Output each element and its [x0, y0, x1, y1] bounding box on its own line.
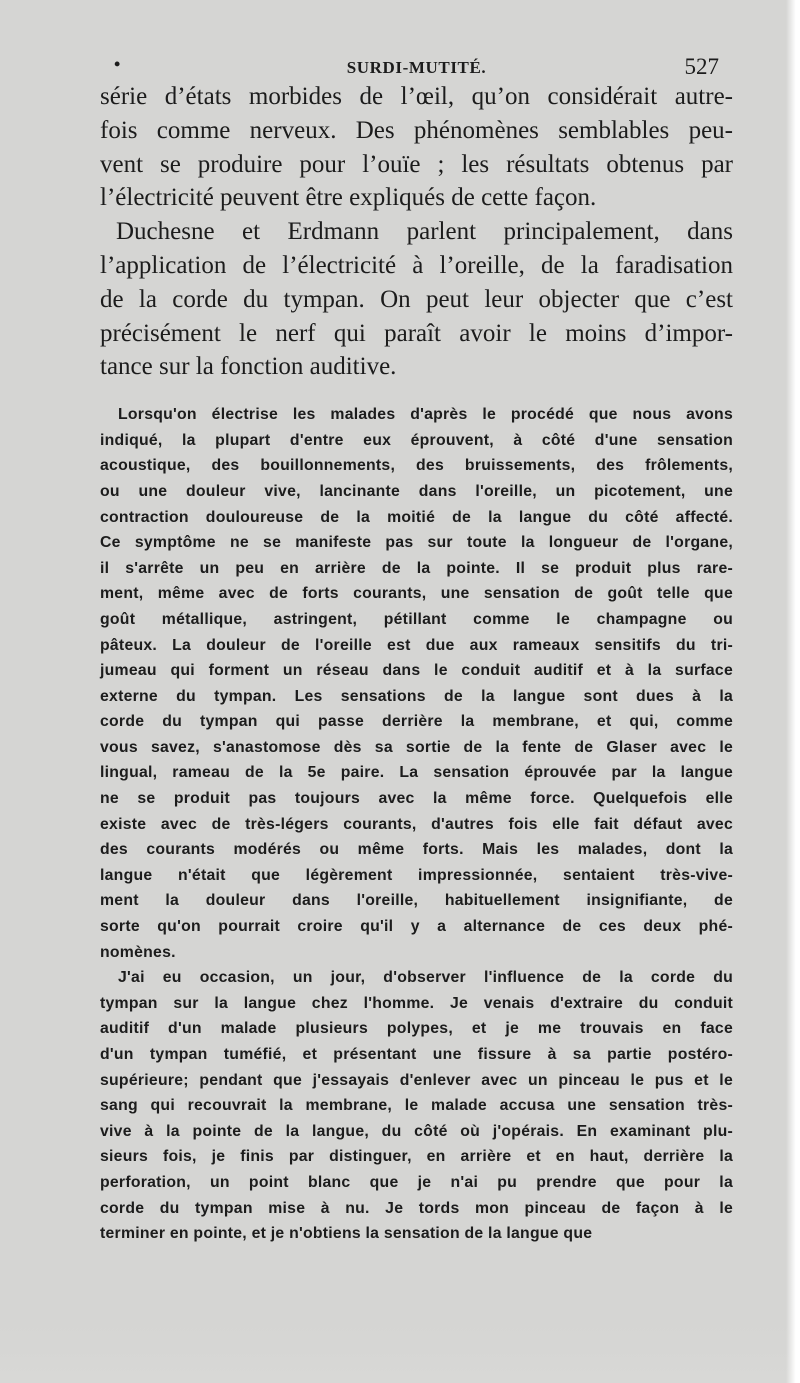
text-line: sang qui recouvrait la membrane, le malade accusa une sensation très-: [100, 1097, 733, 1115]
paragraph-large-2: [100, 215, 733, 384]
text-line: précisément le nerf qui paraît avoir le moins d’impor-: [100, 319, 733, 347]
text-line: lingual, rameau de la 5e paire. La sensation éprouvée par la langue: [100, 764, 733, 782]
running-head: [100, 38, 733, 80]
text-line: ment, même avec de forts courants, une sensation de goût telle que: [100, 585, 733, 603]
text-line: d'un tympan tuméfié, et présentant une fissure à sa partie postéro-: [100, 1046, 733, 1064]
scan-shadow-bottom: [0, 1323, 800, 1383]
text-line: existe avec de très-légers courants, d'autres fois elle fait défaut avec: [100, 815, 733, 833]
text-line: série d’états morbides de l’œil, qu’on considérait autre-: [100, 83, 733, 110]
text-line: de la corde du tympan. On peut leur objecter que c’est: [100, 285, 733, 313]
text-line: terminer en pointe, et je n'obtiens la sensation de la langue que: [100, 1225, 593, 1243]
text-line: vous savez, s'anastomose dès sa sortie de la fente de Glaser avec le: [100, 738, 733, 756]
text-line: corde du tympan mise à nu. Je tords mon pinceau de façon à le: [100, 1199, 733, 1217]
text-line: corde du tympan qui passe derrière la membrane, et qui, comme: [100, 713, 733, 731]
text-line: goût métallique, astringent, pétillant comme le champagne ou: [100, 610, 733, 628]
text-line: l’application de l’électricité à l’oreille, de la faradisation: [100, 251, 733, 279]
text-line: langue n'était que légèrement impressionnée, sentaient très-vive-: [100, 866, 733, 884]
text-line: ne se produit pas toujours avec la même force. Quelquefois elle: [100, 790, 733, 808]
text-line: tance sur la fonction auditive.: [100, 353, 397, 381]
page-number: 527: [684, 54, 719, 79]
small-print-section: [100, 402, 733, 1247]
text-line: acoustique, des bouillonnements, des bruissements, des frôlements,: [100, 457, 733, 475]
text-line: externe du tympan. Les sensations de la langue sont dues à la: [100, 687, 733, 705]
text-line: des courants modérés ou même forts. Mais les malades, dont la: [100, 841, 733, 859]
text-line: supérieure; pendant que j'essayais d'enlever avec un pinceau le pus et le: [100, 1071, 733, 1089]
text-line: Ce symptôme ne se manifeste pas sur toute la longueur de l'organe,: [100, 534, 733, 552]
text-line: jumeau qui forment un réseau dans le conduit auditif et à la surface: [100, 662, 733, 680]
text-line: l’électricité peuvent être expliqués de cette façon.: [100, 184, 597, 212]
text-line: vent se produire pour l’ouïe ; les résultats obtenus par: [100, 150, 733, 178]
header-mark: •: [114, 54, 121, 74]
text-line: Duchesne et Erdmann parlent principalement, dans: [116, 218, 733, 246]
text-line: Lorsqu'on électrise les malades d'après le procédé que nous avons: [118, 406, 733, 424]
text-line: fois comme nerveux. Des phénomènes semblables peu-: [100, 116, 733, 144]
text-line: vive à la pointe de la langue, du côté où j'opérais. En examinant plu-: [100, 1122, 733, 1140]
scan-edge-right: [786, 0, 800, 1383]
text-line: nomènes.: [100, 943, 176, 961]
paragraph-large-1: [100, 80, 733, 215]
paragraph-small-2: [100, 965, 733, 1247]
text-line: auditif d'un malade plusieurs polypes, et je me trouvais en face: [100, 1020, 733, 1038]
text-line: ment la douleur dans l'oreille, habituellement insignifiante, de: [100, 892, 733, 910]
text-line: perforation, un point blanc que je n'ai pu prendre que pour la: [100, 1173, 733, 1191]
paragraph-small-1: [100, 402, 733, 965]
text-line: sieurs fois, je finis par distinguer, en arrière et en haut, derrière la: [100, 1148, 733, 1166]
chapter-title: SURDI-MUTITÉ.: [346, 58, 487, 77]
text-line: ou une douleur vive, lancinante dans l'oreille, un picotement, une: [100, 482, 733, 500]
text-line: il s'arrête un peu en arrière de la pointe. Il se produit plus rare-: [100, 559, 733, 577]
text-line: pâteux. La douleur de l'oreille est due aux rameaux sensitifs du tri-: [100, 636, 733, 654]
text-line: J'ai eu occasion, un jour, d'observer l'influence de la corde du: [118, 969, 733, 987]
book-page: [100, 38, 733, 1247]
text-line: sorte qu'on pourrait croire qu'il y a alternance de ces deux phé-: [100, 918, 733, 936]
text-line: tympan sur la langue chez l'homme. Je venais d'extraire du conduit: [100, 994, 733, 1012]
text-line: indiqué, la plupart d'entre eux éprouvent, à côté d'une sensation: [100, 431, 733, 449]
text-line: contraction douloureuse de la moitié de la langue du côté affecté.: [100, 508, 733, 526]
